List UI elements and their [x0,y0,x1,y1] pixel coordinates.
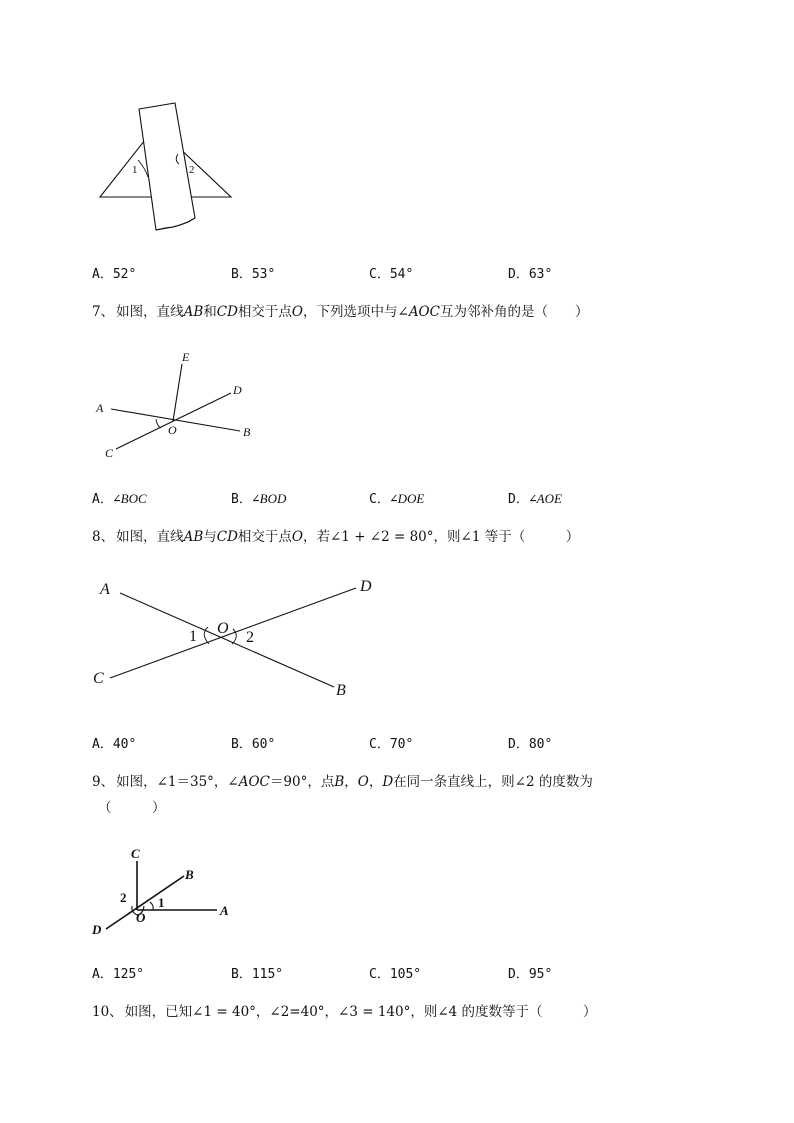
stem-text: 互为邻补角的是（ ） [439,304,589,320]
q6-option-b[interactable] [231,263,275,282]
question-number: 9、 [92,774,115,790]
q7-figure-svg [90,345,270,465]
q8-label-D: D [360,578,372,595]
option-letter: C． [369,492,390,507]
option-value: ∠ [112,492,121,507]
option-letter: C． [369,267,390,282]
q7-label-D: D [233,383,242,397]
option-value: 115° [251,967,284,982]
q9-label-D: D [92,922,102,937]
q7-label-A: A [96,401,104,415]
paper-strip [139,103,195,230]
q9-figure-svg [88,840,248,940]
q9-label-B: B [185,867,194,882]
q8-option-b[interactable] [231,733,275,752]
question-number: 10、 [92,1004,123,1020]
q6-figure [90,98,240,238]
stem-text: 相交于点 [237,304,292,320]
option-letter: A． [92,267,113,282]
q9-option-d[interactable] [508,963,552,982]
option-value: 80° [528,737,553,752]
option-letter: D． [508,737,529,752]
option-letter: B． [231,737,252,752]
angle-1-arc [204,627,209,644]
option-value: 63° [528,267,553,282]
option-italic: BOC [120,491,147,506]
option-letter: B． [231,492,252,507]
option-letter: D． [508,492,529,507]
option-letter: A． [92,967,113,982]
stem-text: ， [368,774,383,790]
answer-paren: （ ） [98,800,166,816]
ray-oe [173,364,182,421]
option-letter: A． [92,737,113,752]
q7-option-a[interactable] [92,488,147,507]
option-letter: D． [508,267,529,282]
stem-italic: D [382,774,394,790]
q6-option-d[interactable] [508,263,552,282]
q8-label-C: C [93,670,104,687]
stem-italic: O [291,529,303,545]
q7-label-B: B [243,425,251,439]
q9-label-2: 2 [120,890,127,905]
option-value: 53° [251,267,276,282]
option-letter: A． [92,492,113,507]
option-letter: D． [508,967,529,982]
angle-aoc-arc [156,419,161,428]
q6-figure-svg [90,98,240,238]
option-italic: BOD [259,491,287,506]
option-letter: B． [231,967,252,982]
q8-figure [88,570,388,710]
stem-text: 相交于点 [237,529,292,545]
stem-text: ， [344,774,358,790]
q8-option-a[interactable] [92,733,136,752]
q8-option-d[interactable] [508,733,552,752]
q7-figure [90,345,270,465]
q8-stem [92,526,579,548]
option-italic: DOE [397,491,425,506]
stem-italic: AB [183,304,204,320]
option-value: ∠ [528,492,537,507]
q6-options [92,263,652,283]
line-ab [120,593,334,687]
stem-text: 如图，已知∠1 = 40°，∠2=40°，∠3 = 140°，则∠4 的度数等于（ ） [124,1004,597,1020]
q9-stem [92,771,593,793]
option-value: 54° [389,267,414,282]
q8-option-c[interactable] [369,733,413,752]
q7-option-d[interactable] [508,488,562,507]
q6-option-c[interactable] [369,263,413,282]
option-value: ∠ [389,492,398,507]
option-value: 70° [389,737,414,752]
stem-italic: O [357,774,369,790]
q7-label-C: C [105,446,114,460]
q9-options [92,963,652,983]
stem-italic: CD [216,529,238,545]
stem-italic: AOC [238,774,270,790]
question-number: 8、 [92,529,115,545]
option-value: 125° [112,967,145,982]
option-italic: AOE [536,491,562,506]
stem-text: ，下列选项中与∠ [303,304,409,320]
q8-label-B: B [336,682,346,699]
q8-label-A: A [100,581,110,598]
stem-italic: O [291,304,303,320]
q8-label-1: 1 [189,628,197,645]
q7-options [92,488,652,508]
q9-label-C: C [131,846,140,861]
option-value: 52° [112,267,137,282]
q8-options [92,733,652,753]
q8-figure-svg [88,570,388,710]
stem-italic: AOC [408,304,440,320]
q9-label-O: O [136,910,146,925]
angle-1-arc [150,902,153,910]
option-letter: C． [369,737,390,752]
q9-label-A: A [220,903,229,918]
q9-option-a[interactable] [92,963,144,982]
stem-italic: B [334,774,345,790]
stem-text: 如图，直线 [116,304,184,320]
option-value: ∠ [251,492,260,507]
stem-text: 与 [203,529,217,545]
option-letter: C． [369,967,390,982]
q10-stem [92,1001,597,1023]
line-cd [110,588,356,678]
stem-text: 和 [203,304,217,320]
stem-text: 如图，直线 [116,529,184,545]
q7-label-E: E [182,350,190,364]
stem-text: 如图，∠1＝35°，∠ [116,774,239,790]
option-value: 105° [389,967,422,982]
question-number: 7、 [92,304,115,320]
q9-figure [88,840,248,940]
q8-label-2: 2 [246,629,254,646]
stem-italic: CD [216,304,238,320]
q7-option-c[interactable] [369,488,424,507]
stem-text: ＝90°，点 [269,774,335,790]
q6-label-2: 2 [189,164,195,176]
q9-label-1: 1 [158,895,165,910]
stem-italic: AB [183,529,204,545]
q9-option-b[interactable] [231,963,283,982]
q7-stem [92,301,588,323]
option-value: 40° [112,737,137,752]
stem-text: 在同一条直线上，则∠2 的度数为 [393,774,593,790]
q9-stem-line2 [98,797,166,819]
q7-label-O: O [168,423,177,437]
q8-label-O: O [217,620,229,637]
option-letter: B． [231,267,252,282]
angle-2-arc [232,629,236,644]
q6-label-1: 1 [132,164,138,176]
stem-text: ，若∠1 + ∠2 = 80°，则∠1 等于（ ） [303,529,580,545]
option-value: 95° [528,967,553,982]
q6-option-a[interactable] [92,263,136,282]
option-value: 60° [251,737,276,752]
q7-option-b[interactable] [231,488,286,507]
q9-option-c[interactable] [369,963,421,982]
